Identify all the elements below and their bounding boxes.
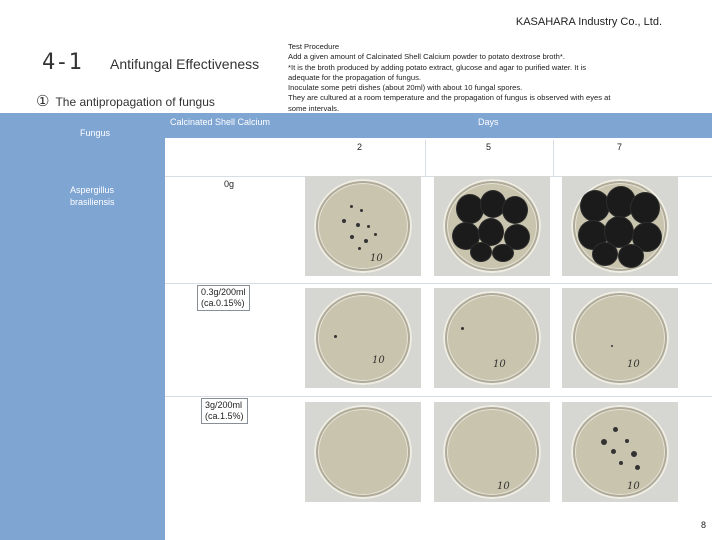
procedure-line: Add a given amount of Calcinated Shell Calcium powder to potato dextrose broth*.	[288, 52, 565, 62]
concentration-0g: 0g	[224, 179, 235, 189]
procedure-line: *It is the broth produced by adding potato extract, glucose and agar to purified water. It is	[288, 62, 587, 72]
plate-label: 10	[493, 359, 506, 370]
header-calcinated-shell-calcium: Calcinated Shell Calcium	[170, 117, 271, 127]
row-divider	[165, 396, 712, 397]
section-title: Antifungal Effectiveness	[110, 56, 260, 72]
header-fungus: Fungus	[80, 128, 111, 138]
plate-3g-day2	[305, 402, 421, 502]
test-procedure	[288, 42, 683, 114]
day-2: 2	[357, 142, 363, 152]
petri-dish	[571, 405, 669, 499]
procedure-line: Test Procedure	[288, 42, 340, 51]
concentration-0.3g: 0.3g/200ml (ca.0.15%)	[197, 285, 250, 311]
plate-3g-day5	[434, 402, 550, 502]
plate-0g-day5	[434, 176, 550, 276]
concentration-3g: 3g/200ml (ca.1.5%)	[201, 398, 248, 424]
section-number: 4-1	[42, 50, 82, 75]
fungus-name: Aspergillus brasiliensis	[70, 185, 115, 207]
plate-label: 10	[627, 481, 640, 492]
petri-dish	[314, 179, 412, 273]
petri-dish	[314, 291, 412, 385]
plate-0g-day7	[562, 176, 678, 276]
petri-dish	[443, 179, 541, 273]
procedure-line: They are cultured at a room temperature and the propagation of fungus is observed with eyes at	[288, 93, 611, 103]
plate-label: 10	[370, 253, 383, 264]
procedure-line: Inoculate some petri dishes (about 20ml) with about 10 fungal spores.	[288, 83, 523, 93]
column-divider	[553, 140, 554, 176]
sub-title: The antipropagation of fungus	[55, 95, 215, 109]
procedure-line: adequate for the propagation of fungus.	[288, 72, 421, 82]
plate-0g-day2	[305, 176, 421, 276]
petri-dish	[571, 179, 669, 273]
company-name: KASAHARA Industry Co., Ltd.	[515, 16, 662, 28]
day-7: 7	[617, 142, 623, 152]
header-days: Days	[478, 117, 499, 127]
plate-0.3g-day5	[434, 288, 550, 388]
day-5: 5	[486, 142, 492, 152]
row-divider	[165, 283, 712, 284]
plate-3g-day7	[562, 402, 678, 502]
plate-label: 10	[627, 359, 640, 370]
sub-heading	[36, 92, 215, 110]
petri-dish	[571, 291, 669, 385]
procedure-line: some intervals.	[288, 103, 340, 113]
plate-0.3g-day7	[562, 288, 678, 388]
column-divider	[425, 140, 426, 176]
plate-label: 10	[372, 355, 385, 366]
plate-0.3g-day2	[305, 288, 421, 388]
petri-dish	[443, 291, 541, 385]
fungus-column	[0, 113, 165, 540]
page-number: 8	[700, 520, 706, 530]
petri-dish	[443, 405, 541, 499]
plate-label: 10	[497, 481, 510, 492]
petri-dish	[314, 405, 412, 499]
sub-number: ①	[36, 93, 50, 110]
